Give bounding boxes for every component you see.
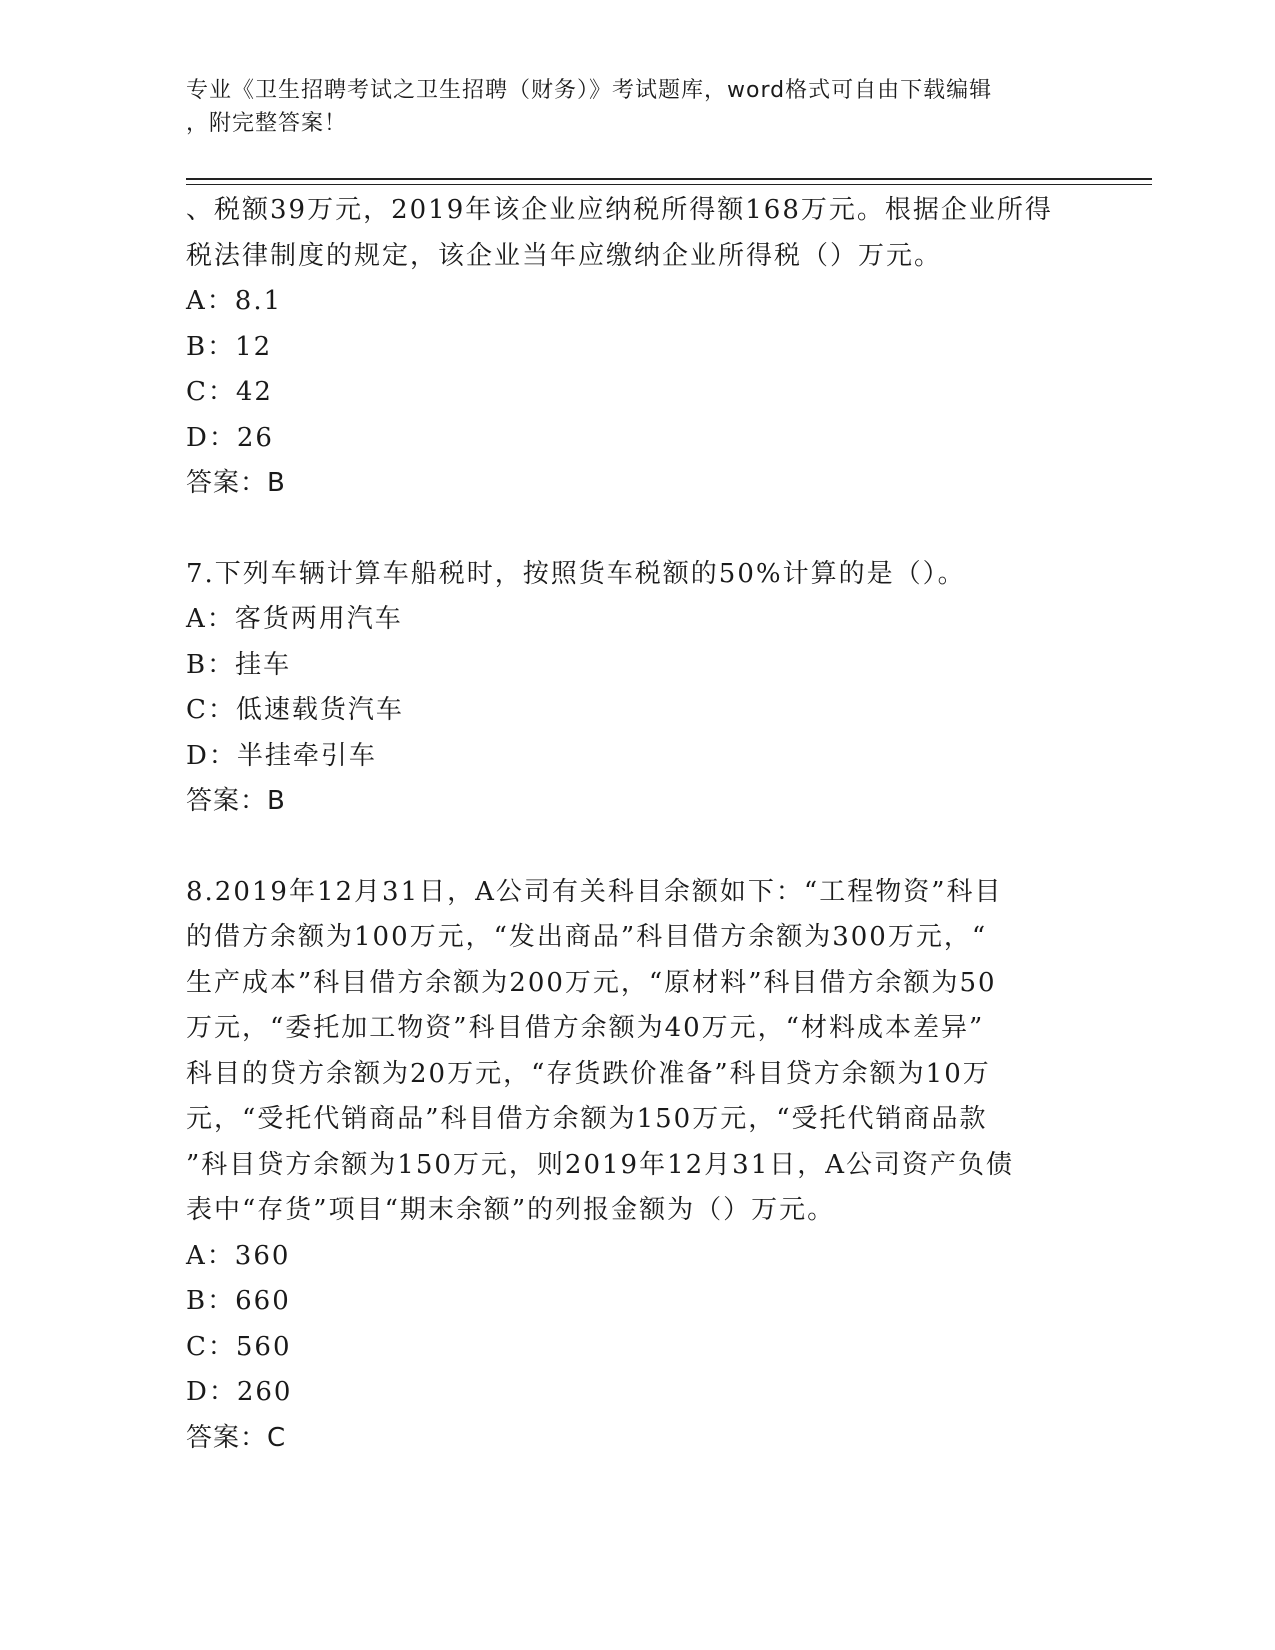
question-spacer [186, 825, 1086, 870]
question-stem-line: 税法律制度的规定，该企业当年应缴纳企业所得税（）万元。 [186, 240, 943, 271]
option-a: A：8.1 [186, 286, 283, 316]
question-stem-line: 、税额39万元，2019年该企业应纳税所得额168万元。根据企业所得 [186, 195, 1053, 225]
question-stem-line: 7.下列车辆计算车船税时，按照货车税额的50%计算的是（）。 [186, 558, 966, 589]
question-stem-line: 元，“受托代销商品”科目借方余额为150万元，“受托代销商品款 [186, 1104, 988, 1134]
question-6 [186, 188, 1086, 507]
option-d: D：260 [186, 1377, 293, 1407]
header-rule-thick [186, 178, 1152, 180]
answer-line: 答案：C [186, 1422, 287, 1453]
option-a: A：360 [186, 1240, 291, 1271]
answer-line: 答案：B [186, 468, 286, 498]
option-c: C：560 [186, 1331, 292, 1362]
option-d: D：半挂牵引车 [186, 740, 377, 771]
question-spacer [186, 507, 1086, 552]
option-c: C：42 [186, 377, 273, 407]
question-list [186, 188, 1086, 1461]
answer-line: 答案：B [186, 786, 286, 816]
question-stem-line: ”科目贷方余额为150万元，则2019年12月31日，A公司资产负债 [186, 1149, 1015, 1180]
header-rule-thin [186, 184, 1152, 185]
question-stem-line: 表中“存货”项目“期末余额”的列报金额为（）万元。 [186, 1195, 836, 1225]
question-stem-line: 的借方余额为100万元，“发出商品”科目借方余额为300万元，“ [186, 922, 988, 952]
option-d: D：26 [186, 422, 274, 453]
question-stem-line: 8.2019年12月31日，A公司有关科目余额如下：“工程物资”科目 [186, 876, 1003, 907]
question-7 [186, 552, 1086, 825]
header-line-1: 专业《卫生招聘考试之卫生招聘（财务）》考试题库，word格式可自由下载编辑 [186, 78, 993, 103]
option-b: B：12 [186, 331, 273, 362]
page-header [186, 74, 1086, 140]
option-c: C：低速载货汽车 [186, 695, 404, 725]
option-b: B：660 [186, 1286, 291, 1316]
option-b: B：挂车 [186, 649, 292, 680]
question-stem-line: 生产成本”科目借方余额为200万元，“原材料”科目借方余额为50 [186, 967, 997, 998]
question-stem-line: 科目的贷方余额为20万元，“存货跌价准备”科目贷方余额为10万 [186, 1058, 991, 1089]
question-8 [186, 870, 1086, 1462]
header-line-2: ，附完整答案！ [186, 111, 348, 136]
question-stem-line: 万元，“委托加工物资”科目借方余额为40万元，“材料成本差异” [186, 1013, 985, 1043]
option-a: A：客货两用汽车 [186, 604, 403, 634]
